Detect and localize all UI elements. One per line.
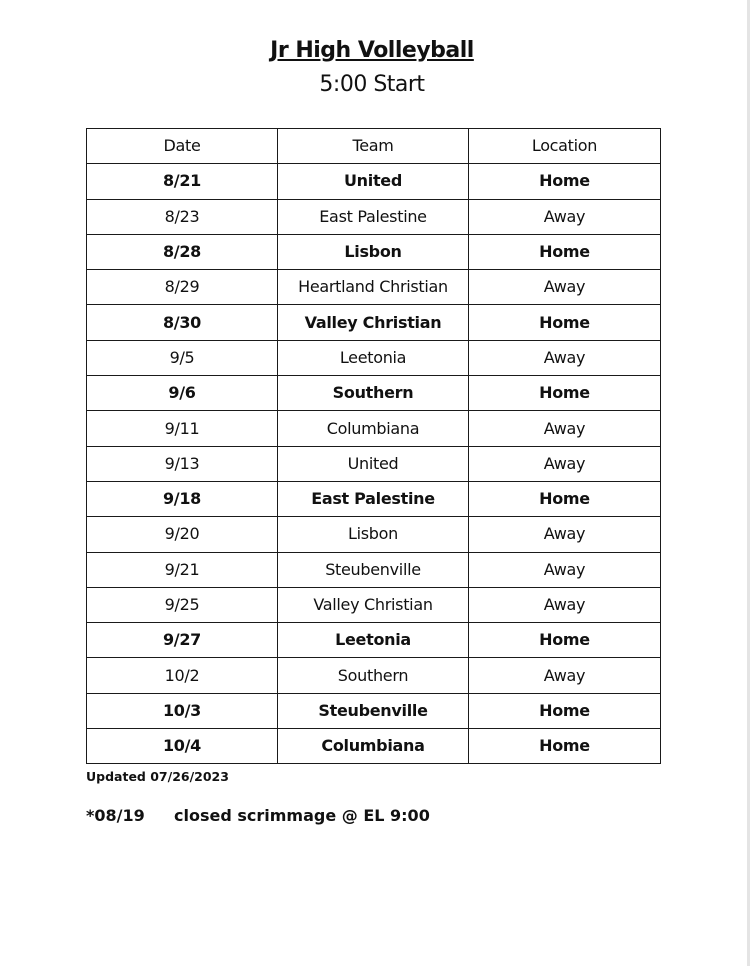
team-cell: Columbiana: [278, 729, 469, 764]
date-cell: 10/3: [87, 693, 278, 728]
team-cell: Southern: [278, 376, 469, 411]
team-cell: Columbiana: [278, 411, 469, 446]
date-cell: 9/11: [87, 411, 278, 446]
date-cell: 9/21: [87, 552, 278, 587]
table-row: [87, 305, 661, 340]
column-header-team: Team: [278, 129, 469, 164]
date-cell: 9/27: [87, 623, 278, 658]
table-row: [87, 693, 661, 728]
team-cell: Lisbon: [278, 234, 469, 269]
date-cell: 9/5: [87, 340, 278, 375]
location-cell: Home: [469, 623, 661, 658]
date-cell: 9/25: [87, 587, 278, 622]
date-cell: 10/2: [87, 658, 278, 693]
location-cell: Away: [469, 517, 661, 552]
table-row: [87, 481, 661, 516]
date-cell: 9/13: [87, 446, 278, 481]
location-cell: Home: [469, 305, 661, 340]
page-subtitle: 5:00 Start: [319, 72, 425, 97]
location-cell: Away: [469, 340, 661, 375]
date-cell: 10/4: [87, 729, 278, 764]
location-cell: Home: [469, 164, 661, 199]
column-header-date: Date: [87, 129, 278, 164]
team-cell: Lisbon: [278, 517, 469, 552]
table-row: [87, 411, 661, 446]
table-row: [87, 552, 661, 587]
team-cell: East Palestine: [278, 481, 469, 516]
team-cell: Leetonia: [278, 340, 469, 375]
table-header-row: [87, 129, 661, 164]
date-cell: 9/18: [87, 481, 278, 516]
location-cell: Away: [469, 411, 661, 446]
team-cell: Heartland Christian: [278, 270, 469, 305]
date-cell: 8/28: [87, 234, 278, 269]
column-header-location: Location: [469, 129, 661, 164]
location-cell: Away: [469, 658, 661, 693]
date-cell: 8/29: [87, 270, 278, 305]
location-cell: Away: [469, 552, 661, 587]
date-cell: 9/6: [87, 376, 278, 411]
table-row: [87, 376, 661, 411]
table-row: [87, 729, 661, 764]
team-cell: United: [278, 446, 469, 481]
team-cell: Southern: [278, 658, 469, 693]
table-row: [87, 234, 661, 269]
date-cell: 8/23: [87, 199, 278, 234]
location-cell: Home: [469, 729, 661, 764]
team-cell: Valley Christian: [278, 587, 469, 622]
table-row: [87, 446, 661, 481]
schedule-table-body: [87, 164, 661, 764]
location-cell: Home: [469, 481, 661, 516]
location-cell: Away: [469, 446, 661, 481]
table-row: [87, 517, 661, 552]
table-row: [87, 623, 661, 658]
team-cell: Steubenville: [278, 552, 469, 587]
team-cell: Leetonia: [278, 623, 469, 658]
updated-note: Updated 07/26/2023: [86, 769, 229, 784]
scrimmage-text: closed scrimmage @ EL 9:00: [174, 806, 430, 825]
date-cell: 8/30: [87, 305, 278, 340]
team-cell: East Palestine: [278, 199, 469, 234]
table-row: [87, 340, 661, 375]
team-cell: United: [278, 164, 469, 199]
table-row: [87, 587, 661, 622]
schedule-table: [86, 128, 661, 764]
location-cell: Home: [469, 376, 661, 411]
location-cell: Away: [469, 199, 661, 234]
location-cell: Home: [469, 234, 661, 269]
team-cell: Steubenville: [278, 693, 469, 728]
scrimmage-note: [86, 806, 430, 825]
date-cell: 9/20: [87, 517, 278, 552]
scrimmage-date: *08/19: [86, 806, 145, 825]
location-cell: Home: [469, 693, 661, 728]
page-title: Jr High Volleyball: [270, 38, 474, 63]
table-row: [87, 658, 661, 693]
location-cell: Away: [469, 587, 661, 622]
table-row: [87, 164, 661, 199]
table-row: [87, 199, 661, 234]
team-cell: Valley Christian: [278, 305, 469, 340]
table-row: [87, 270, 661, 305]
location-cell: Away: [469, 270, 661, 305]
date-cell: 8/21: [87, 164, 278, 199]
